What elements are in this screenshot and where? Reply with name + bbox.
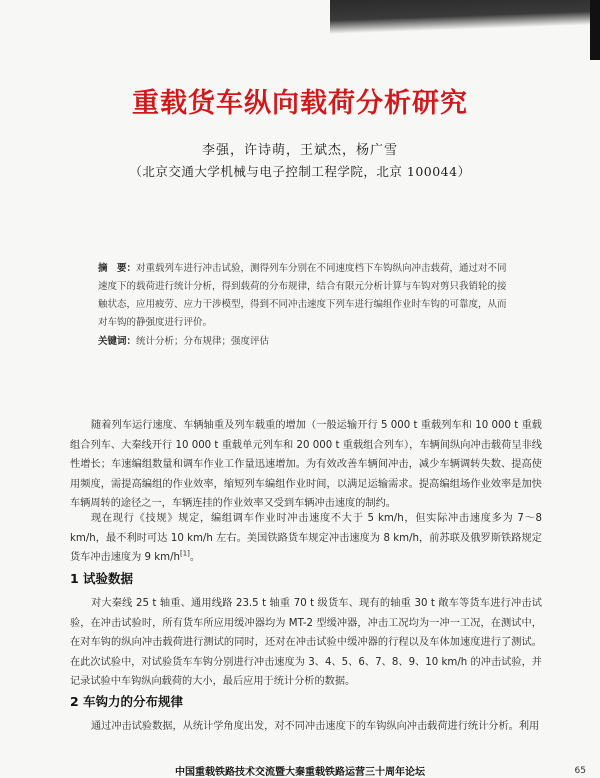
abstract [98, 260, 513, 332]
citation-ref: [1] [179, 549, 190, 558]
keywords-text: 统计分析；分布规律；强度评估 [136, 336, 270, 347]
affiliation: （北京交通大学机械与电子控制工程学院，北京 100044） [129, 164, 471, 179]
page-number: 65 [574, 766, 586, 776]
abstract-label: 摘 要： [98, 263, 137, 274]
paragraph-regulation-end: 。 [189, 552, 201, 563]
paragraph-test-data: 对大秦线 25 t 轴重、通用线路 23.5 t 轴重 70 t 级货车、现有的轴重 30 t 敞车等货车进行冲击试验，在冲击试验时，所有货车所应用缓冲器均为 MT-2 型缓冲器，冲击工况均为一冲一工况，在测试中，在对车钩的纵向冲击载荷进行测试的同时，还对在冲击试验中缓冲器的行程以及车体加速度进行了测试。在此次试验中，对试验货车车钩分别进行冲击速度为 3、4、5、6、7、8、9、10 km/h 的冲击试验，并记录试验中车钩纵向载荷的大小，最后应用于统计分析的数据。 [70, 598, 542, 687]
authors: 李强，许诗萌，王斌杰，杨广雪 [201, 143, 398, 158]
paper-title: 重载货车纵向载荷分析研究 [132, 88, 468, 119]
paragraph-regulation-text: 现在现行《技规》规定，编组调车作业时冲击速度不大于 5 km/h，但实际冲击速度多为 7～8 km/h，最不利时可达 10 km/h 左右。美国铁路货车规定冲击速度为 8 km/h，前苏联及俄罗斯铁路规定货车冲击速度为 9 km/h [70, 513, 542, 563]
keywords-label: 关键词： [98, 336, 137, 347]
section-heading-distribution: 2 车钩力的分布规律 [70, 694, 184, 709]
keywords [98, 333, 513, 347]
section-heading-test-data: 1 试验数据 [70, 571, 134, 586]
abstract-text: 对重载列车进行冲击试验，测得列车分别在不同速度档下车钩纵向冲击载荷，通过对不同速度下的载荷进行统计分析，得到载荷的分布规律，结合有限元分析计算与车钩对剪只我销轮的接触状态，应用疲劳、应力干涉模型，得到不同冲击速度下列车进行编组作业时车钩的可靠度，从而对车钩的静强度进行评价。 [98, 263, 507, 328]
scan-shadow [330, 0, 600, 34]
scan-edge [590, 0, 600, 60]
page-footer: 中国重载铁路技术交流暨大秦重载铁路运营三十周年论坛 [175, 767, 425, 778]
paragraph-intro: 随着列车运行速度、车辆轴重及列车载重的增加（一般运输开行 5 000 t 重载列车和 10 000 t 重载组合列车、大秦线开行 10 000 t 重载单元列车和 20 000 t 重载组合列车），车辆间纵向冲击载荷呈非线性增长；车速编组数量和调车作业工作量迅速增加。为有效改善车辆间冲击，减少车辆调转失数、提高使用频度，需提高编组的作业效率，缩短列车编组作业时间，以满足运输需求。提高编组场作业效率是加快车辆周转的途径之一，车辆连挂的作业效率又受到车辆冲击速度的制约。 [70, 420, 542, 509]
paragraph-distribution: 通过冲击试验数据，从统计学角度出发，对不同冲击速度下的车钩纵向冲击载荷进行统计分析。利用 [91, 721, 540, 732]
paragraph-regulation [70, 509, 542, 568]
